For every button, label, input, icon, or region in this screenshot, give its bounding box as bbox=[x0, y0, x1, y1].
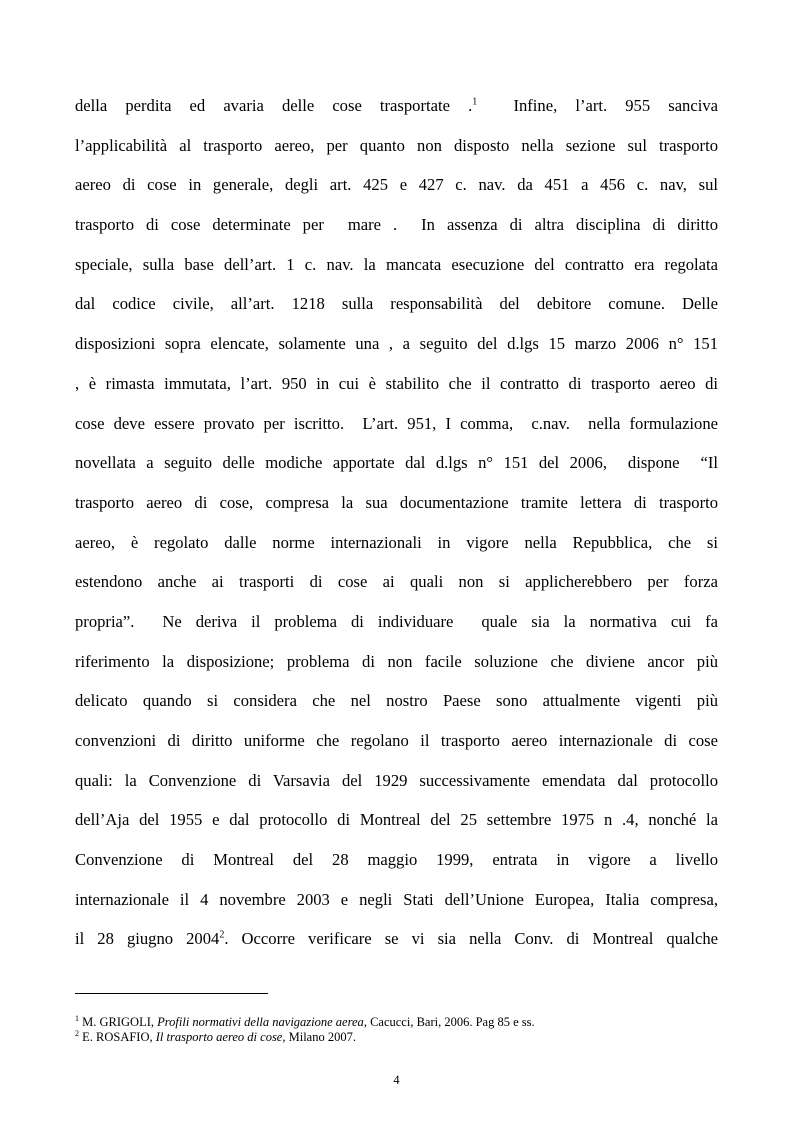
text-segment: trasporto di cose determinate per mare . In assenza di altra disciplina di diritto bbox=[75, 215, 718, 235]
text-segment: . Occorre verificare se vi sia nella Conv. di Montreal qualche bbox=[224, 929, 718, 949]
text-line bbox=[75, 443, 718, 483]
text-line bbox=[75, 483, 718, 523]
text-line bbox=[75, 880, 718, 920]
text-segment: delicato quando si considera che nel nostro Paese sono attualmente vigenti più bbox=[75, 691, 718, 711]
footnote-title: Il trasporto aereo di cose bbox=[155, 1030, 283, 1044]
footnote-marker: 1 bbox=[75, 1013, 79, 1023]
text-segment: trasporto aereo di cose, compresa la sua documentazione tramite lettera di trasporto bbox=[75, 492, 718, 512]
footnotes bbox=[75, 1015, 735, 1045]
text-segment: riferimento la disposizione; problema di non facile soluzione che diviene ancor più bbox=[75, 651, 718, 671]
text-line bbox=[75, 404, 718, 444]
footnote-reference: 1 bbox=[472, 96, 478, 108]
footnote-1 bbox=[75, 1015, 735, 1030]
text-line bbox=[75, 562, 718, 602]
text-segment: aereo, è regolato dalle norme internazionali in vigore nella Repubblica, che si bbox=[75, 532, 718, 552]
footnote-marker: 2 bbox=[75, 1028, 79, 1038]
text-segment: internazionale il 4 novembre 2003 e negli Stati dell’Unione Europea, Italia compresa, bbox=[75, 889, 718, 909]
text-line bbox=[75, 523, 718, 563]
footnote-reference: 2 bbox=[219, 929, 225, 941]
text-segment: aereo di cose in generale, degli art. 425 e 427 c. nav. da 451 a 456 c. nav, sul bbox=[75, 175, 718, 195]
text-segment: Infine, l’art. 955 sanciva bbox=[477, 96, 718, 115]
text-line bbox=[75, 165, 718, 205]
text-segment: l’applicabilità al trasporto aereo, per quanto non disposto nella sezione sul trasporto bbox=[75, 135, 718, 155]
page-number: 4 bbox=[393, 1073, 400, 1087]
text-line bbox=[75, 800, 718, 840]
text-segment: dal codice civile, all’art. 1218 sulla responsabilità del debitore comune. Delle bbox=[75, 294, 718, 314]
footnote-2 bbox=[75, 1030, 735, 1045]
footnote-rest: , Cacucci, Bari, 2006. Pag 85 e ss. bbox=[363, 1015, 535, 1029]
text-segment: estendono anche ai trasporti di cose ai quali non si applicherebbero per forza bbox=[75, 572, 718, 592]
text-segment: il 28 giugno 2004 bbox=[75, 929, 220, 949]
text-line bbox=[75, 86, 718, 126]
text-segment: quali: la Convenzione di Varsavia del 1929 successivamente emendata dal protocollo bbox=[75, 770, 718, 790]
footnote-separator bbox=[75, 993, 268, 994]
text-line bbox=[75, 205, 718, 245]
text-segment: cose deve essere provato per iscritto. L’art. 951, I comma, c.nav. nella formulazione bbox=[75, 413, 718, 433]
footnote-rest: , Milano 2007. bbox=[282, 1030, 356, 1044]
text-line bbox=[75, 761, 718, 801]
text-segment: speciale, sulla base dell’art. 1 c. nav. la mancata esecuzione del contratto era regolata bbox=[75, 254, 718, 274]
text-line bbox=[75, 681, 718, 721]
text-segment: Convenzione di Montreal del 28 maggio 1999, entrata in vigore a livello bbox=[75, 850, 718, 870]
text-line bbox=[75, 284, 718, 324]
text-line bbox=[75, 642, 718, 682]
text-segment: disposizioni sopra elencate, solamente una , a seguito del d.lgs 15 marzo 2006 n° 151 bbox=[75, 334, 718, 354]
footnote-title: Profili normativi della navigazione aerea bbox=[157, 1015, 364, 1029]
footnote-author: M. GRIGOLI, bbox=[79, 1015, 158, 1029]
text-line bbox=[75, 364, 718, 404]
text-segment: dell’Aja del 1955 e dal protocollo di Montreal del 25 settembre 1975 n .4, nonché la bbox=[75, 810, 718, 830]
text-line bbox=[75, 245, 718, 285]
body-text bbox=[75, 86, 718, 959]
text-segment: convenzioni di diritto uniforme che regolano il trasporto aereo internazionale di cose bbox=[75, 731, 718, 750]
text-line bbox=[75, 721, 718, 761]
text-line bbox=[75, 840, 718, 880]
text-line bbox=[75, 919, 718, 959]
text-segment: della perdita ed avaria delle cose trasportate . bbox=[75, 96, 473, 115]
text-line bbox=[75, 602, 718, 642]
footnote-author: E. ROSAFIO, bbox=[79, 1030, 156, 1044]
text-segment: , è rimasta immutata, l’art. 950 in cui è stabilito che il contratto di trasporto aereo di bbox=[75, 373, 718, 393]
text-line bbox=[75, 324, 718, 364]
text-line bbox=[75, 126, 718, 166]
text-segment: propria”. Ne deriva il problema di individuare quale sia la normativa cui fa bbox=[75, 611, 718, 631]
text-segment: novellata a seguito delle modiche apportate dal d.lgs n° 151 del 2006, dispone “Il bbox=[75, 453, 718, 473]
